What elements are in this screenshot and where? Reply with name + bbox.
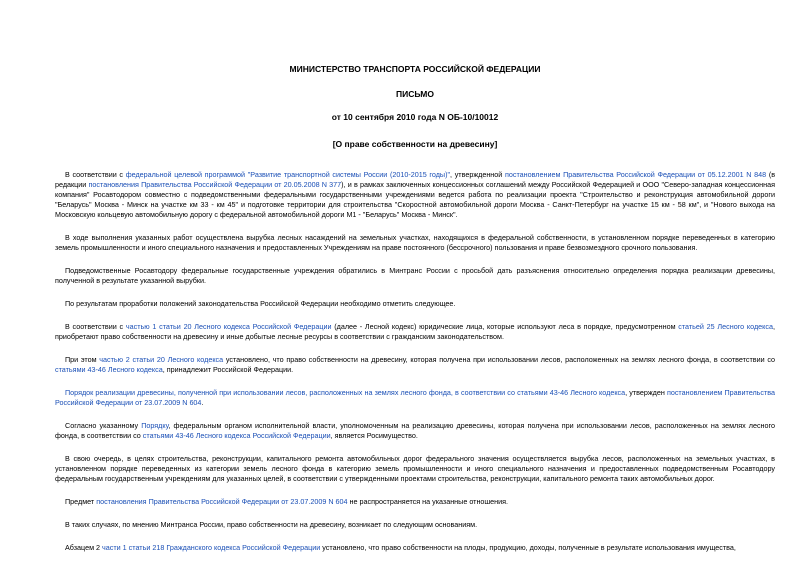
link-forest-code-art25[interactable]: статьей 25 Лесного кодекса <box>678 322 773 331</box>
link-procedure[interactable]: Порядку <box>141 421 169 430</box>
paragraph-12 <box>55 543 775 553</box>
paragraph-text: В соответствии с <box>65 170 126 179</box>
paragraph-text: установлено, что право собственности на древесину, которая получена при использовании лесов, расположенных на землях лесного фонда, в соответствии со <box>223 355 775 364</box>
paragraph-5 <box>55 322 775 342</box>
paragraph-text: Предмет <box>65 497 97 506</box>
paragraph-11 <box>55 520 775 530</box>
paragraph-text: , приобретают право собственности на древесину и иные добытые лесные ресурсы в соответствии с гражданским законодательством. <box>55 322 775 341</box>
link-forest-code-art43-46[interactable]: статьями 43-46 Лесного кодекса <box>55 365 163 374</box>
paragraph-text: В свою очередь, в целях строительства, реконструкции, капитального ремонта автомобильных дорог федерального значения осуществляется вырубка лесов, расположенных на земельных участках, в установленном порядке переведенных из категории земель лесного фонда в категорию земель промышленности и иного специального назначения и предоставленных подведомственным Росавтодору федеральным государственным учреждениям для указанных целей, в соответствии с утвержденными проектами строительства, реконструкции, капитального ремонта таких автомобильных дорог. <box>55 454 775 483</box>
paragraph-text: не распространяется на указанные отношения. <box>347 497 509 506</box>
paragraph-8 <box>55 421 775 441</box>
paragraph-text: ), и в рамках заключенных концессионных соглашений между Российской Федерацией и ООО "Северо-западная концессионная компания" Росавтодором совместно с подведомственными федеральными государственными учреждениями ведется работа по реализации проекта "Строительство и реконструкция автомобильной дороги "Беларусь" Москва - Минск на участке км 33 - км 45" и подготовке территории для строительства "Скоростной автомобильной дороги Москва - Санкт-Петербург на участке 15 км - 58 км", и "Нового выхода на Московскую кольцевую автомобильную дорогу с федеральной автомобильной дороги М1 - "Беларусь" Москва - Минск". <box>55 180 775 219</box>
paragraph-text: При этом <box>65 355 100 364</box>
paragraph-text: , принадлежит Российской Федерации. <box>162 365 294 374</box>
link-timber-sale-procedure[interactable]: Порядок реализации древесины, полученной при использовании лесов, расположенных на землях лесного фонда, в соответствии со статьями 43-46 Лесного кодекса <box>65 388 626 397</box>
paragraph-4 <box>55 299 775 309</box>
link-target-program[interactable]: федеральной целевой программой "Развитие транспортной системы России (2010-2015 годы)" <box>125 170 451 179</box>
paragraph-text: В таких случаях, по мнению Минтранса России, право собственности на древесину, возникает по следующим основаниям. <box>65 520 478 529</box>
paragraph-text: Подведомственные Росавтодору федеральные государственные учреждения обратились в Минтранс России с просьбой дать разъяснения относительно определения порядка реализации древесины, полученной в результате указанной вырубки. <box>55 266 775 285</box>
paragraph-text: , федеральным органом исполнительной власти, уполномоченным на реализацию древесины, которая получена при использовании лесов, расположенных на землях лесного фонда, в соответствии со <box>55 421 775 440</box>
paragraph-text: Согласно указанному <box>65 421 142 430</box>
ministry-title: МИНИСТЕРСТВО ТРАНСПОРТА РОССИЙСКОЙ ФЕДЕРАЦИИ <box>289 64 541 74</box>
link-civil-code-art218[interactable]: части 1 статьи 218 Гражданского кодекса Российской Федерации <box>102 543 321 552</box>
link-forest-code-rf-art43-46[interactable]: статьями 43-46 Лесного кодекса Российской Федерации <box>142 431 331 440</box>
paragraph-text: (в редакции <box>55 170 776 189</box>
paragraph-2 <box>55 233 775 253</box>
document-date: от 10 сентября 2010 года N ОБ-10/10012 <box>331 112 499 122</box>
paragraph-7 <box>55 388 775 408</box>
document-subject: [О праве собственности на древесину] <box>332 139 498 149</box>
paragraph-text: В соответствии с <box>65 322 126 331</box>
link-forest-code-art20-p1[interactable]: частью 1 статьи 20 Лесного кодекса Российской Федерации <box>125 322 332 331</box>
paragraph-text: , утвержден <box>625 388 667 397</box>
link-decree-848[interactable]: постановлением Правительства Российской Федерации от 05.12.2001 N 848 <box>504 170 767 179</box>
link-forest-code-art20-p2[interactable]: частью 2 статьи 20 Лесного кодекса <box>99 355 224 364</box>
paragraph-text: По результатам проработки положений законодательства Российской Федерации необходимо отметить следующее. <box>65 299 456 308</box>
link-decree-604[interactable]: постановлением Правительства Российской Федерации от 23.07.2009 N 604 <box>55 388 776 407</box>
paragraph-6 <box>55 355 775 375</box>
paragraph-1 <box>55 170 775 220</box>
letter-body <box>55 170 775 553</box>
paragraph-text: . <box>201 398 204 407</box>
paragraph-text: (далее - Лесной кодекс) юридические лица, которые используют леса в порядке, предусмотренном <box>331 322 679 331</box>
paragraph-text: установлено, что право собственности на плоды, продукцию, доходы, полученные в результате использования имущества, <box>320 543 736 552</box>
link-decree-604-subject[interactable]: постановления Правительства Российской Федерации от 23.07.2009 N 604 <box>96 497 348 506</box>
document-type: ПИСЬМО <box>396 89 434 99</box>
link-decree-377[interactable]: постановления Правительства Российской Федерации от 20.05.2008 N 377 <box>88 180 342 189</box>
paragraph-3 <box>55 266 775 286</box>
paragraph-text: , является Росимущество. <box>330 431 418 440</box>
paragraph-text: , утвержденной <box>450 170 505 179</box>
paragraph-text: В ходе выполнения указанных работ осуществлена вырубка лесных насаждений на земельных участках, находящихся в федеральной собственности, в установленном порядке переведенных в категорию земель промышленности и иного специального назначения и предоставленных Учреждениям на праве постоянного (бессрочного) пользования и праве безвозмездного срочного пользования. <box>55 233 775 252</box>
paragraph-9 <box>55 454 775 484</box>
paragraph-text: Абзацем 2 <box>65 543 103 552</box>
paragraph-10 <box>55 497 775 507</box>
